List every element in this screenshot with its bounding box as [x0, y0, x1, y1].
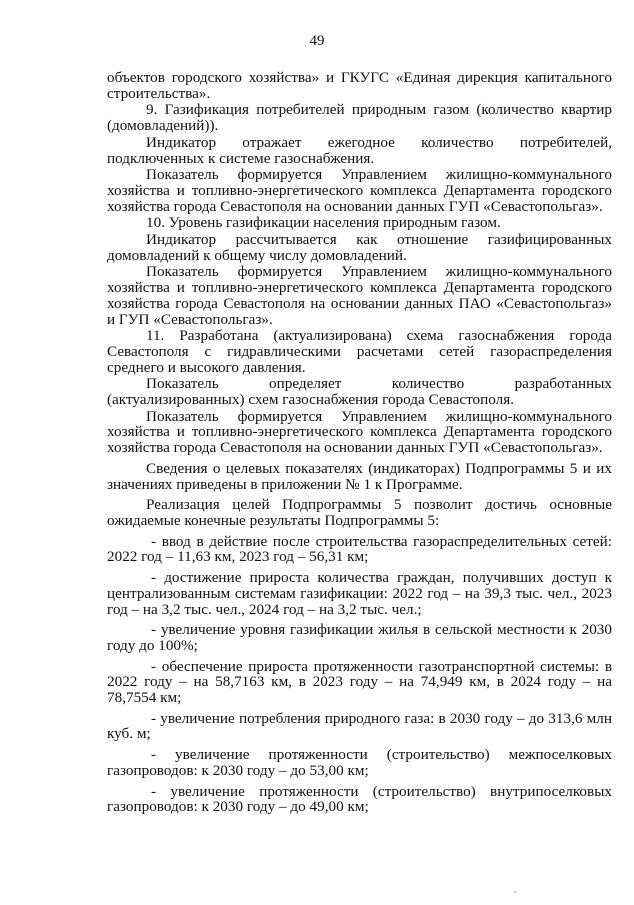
paragraph: объектов городского хозяйства» и ГКУГС «Единая дирекция капитального строительства».: [107, 69, 612, 102]
paragraph: Показатель формируется Управлением жилищно-коммунального хозяйства и топливно-энергетического комплекса Департамента городского хозяйства города Севастополя на основании данных ПАО «Севастопольгаз» и ГУП «Севастопольгаз».: [107, 263, 612, 328]
paragraph: Индикатор отражает ежегодное количество потребителей, подключенных к системе газоснабжения.: [107, 133, 612, 167]
page-number: 49: [309, 33, 325, 49]
paragraph: Сведения о целевых показателях (индикаторах) Подпрограммы 5 и их значениях приведены в приложении № 1 к Программе.: [107, 459, 612, 493]
paragraph: Показатель формируется Управлением жилищно-коммунального хозяйства и топливно-энергетического комплекса Департамента городского хозяйства города Севастополя на основании данных ГУП «Севастопольгаз».: [107, 407, 612, 457]
list-item: - ввод в действие после строительства газораспределительных сетей: 2022 год – 11,63 км, 2023 год – 56,31 км;: [107, 532, 612, 566]
paragraph: Показатель определяет количество разработанных (актуализированных) схем газоснабжения города Севастополя.: [107, 375, 612, 409]
paragraph: Показатель формируется Управлением жилищно-коммунального хозяйства и топливно-энергетического комплекса Департамента городского хозяйства города Севастополя на основании данных ГУП «Севастопольгаз».: [107, 166, 612, 215]
paragraph: 10. Уровень газификации населения природным газом.: [146, 214, 501, 232]
document-body: [107, 70, 612, 816]
paragraph: 9. Газификация потребителей природным газом (количество квартир (домовладений)).: [107, 101, 612, 135]
paragraph: Индикатор рассчитывается как отношение газифицированных домовладений к общему числу домовладений.: [107, 231, 612, 264]
paragraph: Реализация целей Подпрограммы 5 позволит достичь основные ожидаемые конечные результаты Подпрограммы 5:: [107, 496, 612, 529]
list-item: - увеличение потребления природного газа: в 2030 году – до 313,6 млн куб. м;: [107, 709, 612, 743]
list-item: - увеличение протяженности (строительство) внутрипоселковых газопроводов: к 2030 году – до 49,00 км;: [107, 782, 612, 816]
list-item: - увеличение уровня газификации жилья в сельской местности к 2030 году до 100%;: [107, 621, 612, 654]
list-item: - достижение прироста количества граждан, получивших доступ к централизованным системам газификации: 2022 год – на 39,3 тыс. чел., 2023 год – на 3,2 тыс. чел., 2024 год – на 3,2 тыс. чел.;: [107, 569, 612, 618]
list-item: - увеличение протяженности (строительство) межпоселковых газопроводов: к 2030 году – до 53,00 км;: [107, 746, 612, 779]
paragraph: 11. Разработана (актуализирована) схема газоснабжения города Севастополя с гидравлическими расчетами сетей газораспределения среднего и высокого давления.: [107, 327, 612, 376]
list-item: - обеспечение прироста протяженности газотранспортной системы: в 2022 году – на 58,7163 км, в 2023 году – на 74,949 км, в 2024 году – на 78,7554 км;: [107, 657, 612, 707]
scan-speck: [514, 891, 516, 893]
